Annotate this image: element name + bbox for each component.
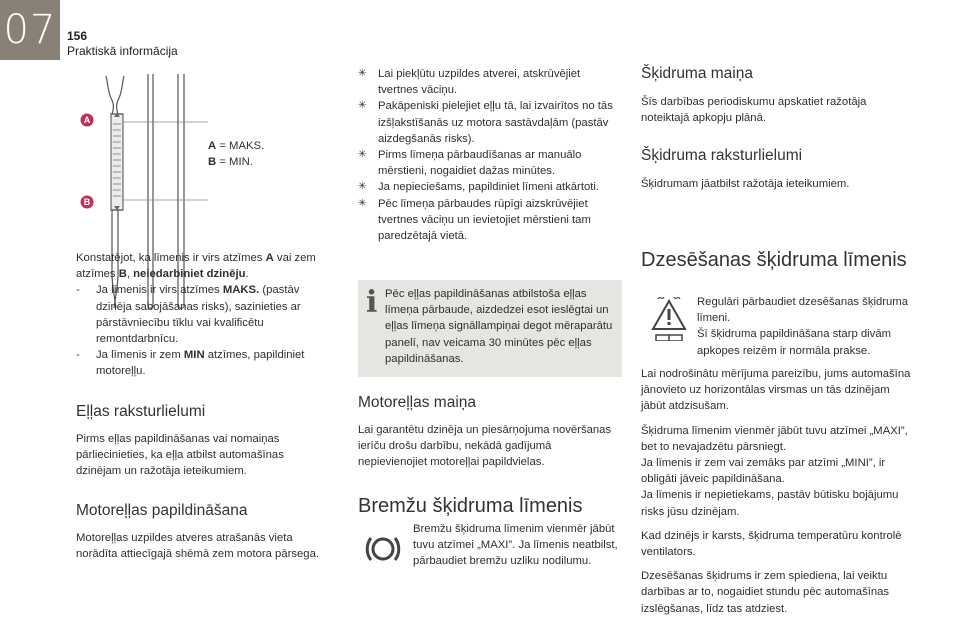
list-item: - Ja līmenis ir zem MIN atzīmes, papildiniet motoreļļu.	[76, 349, 305, 378]
fluid-specs-text: Šķidrumam jāatbilst ražotāja ieteikumiem.	[641, 178, 850, 191]
info-icon: i	[366, 285, 378, 320]
manual-warning-icon	[648, 295, 690, 341]
marker-a-label: A	[83, 115, 91, 125]
arrow-icon: ✳	[358, 100, 367, 112]
arrow-icon: ✳	[358, 68, 367, 79]
chapter-badge: 07	[0, 0, 60, 60]
middle-bullets	[358, 66, 622, 244]
coolant-p4: Dzesēšanas šķidrums ir zem spiediena, lai veiktu darbības ar to, nogaidiet stundu pēc automašīnas izslēgšanas, līdz tas atdziest.	[641, 570, 890, 615]
heading-brake-fluid: Bremžu šķidruma līmenis	[358, 494, 583, 517]
list-item: ✳ Lai piekļūtu uzpildes atverei, atskrūvējiet tvertnes vāciņu.	[358, 68, 581, 97]
legend-a-text: = MAKS.	[216, 140, 265, 152]
coolant-p3: Kad dzinējs ir karsts, šķidruma temperatūru kontrolē ventilators.	[641, 529, 902, 559]
right-column-top	[641, 64, 911, 273]
arrow-icon: ✳	[358, 149, 367, 161]
heading-oil-topup: Motoreļļas papildināšana	[76, 502, 248, 520]
oil-specs-text: Pirms eļļas papildināšanas vai nomaiņas pārliecinieties, ka eļļa atbilst automašīnas dzinējam un ražotāja ieteikumiem.	[76, 432, 284, 478]
heading-coolant: Dzesēšanas šķidruma līmenis	[641, 248, 907, 271]
coolant-p2a: Šķidruma līmenim vienmēr jābūt tuvu atzīmei „MAXI”, bet to nevajadzētu pārsniegt.	[641, 424, 908, 453]
coolant-p2c: Ja līmenis ir nepietiekams, pastāv būtisku bojājumu risks jūsu dzinējam.	[641, 489, 899, 518]
heading-oil-specs: Eļļas raksturlielumi	[76, 402, 206, 420]
section-title: Praktiskā informācija	[67, 44, 178, 58]
list-item: ✳ Pēc līmeņa pārbaudes rūpīgi aizskrūvējiet tvertnes vāciņu un ievietojiet mērstieni tam paredzētajā vietā.	[358, 197, 591, 243]
info-text: Pēc eļļas papildināšanas atbilstoša eļļas līmeņa pārbaude, aizdedzei esot ieslēgtai un eļļas līmeņa signāllampiņai degot mēraparātu panelī, nav veicama 30 minūtes pēc eļļas papildināšanas.	[385, 288, 613, 365]
coolant-p2b: Ja līmenis ir zem vai zemāks par atzīmi „MINI”, ir obligāti jāveic papildināšana.	[641, 457, 886, 486]
right-column-bottom	[641, 366, 911, 617]
list-item: - Ja līmenis ir virs atzīmes MAKS. (pastāv dzinēja sabojāšanas risks), sazinieties ar pārstāvniecību tīklu vai kvalificētu remontdarbnīcu.	[76, 284, 301, 346]
coolant-warning-text: Regulāri pārbaudiet dzesēšanas šķidruma līmeni. Šī šķidruma papildināšana starp divām apkopes reizēm ir normāla prakse.	[697, 296, 908, 357]
level-legend	[208, 138, 264, 170]
page-number: 156	[67, 29, 88, 43]
legend-b-key: B	[208, 156, 217, 169]
list-item: ✳ Ja nepieciešams, papildiniet līmeni atkārtoti.	[358, 179, 622, 195]
intro-paragraph: Konstatējot, ka līmenis ir virs atzīmes A vai zem atzīmes B, neiedarbiniet dzinēju.	[76, 252, 316, 281]
brake-text: Bremžu šķidruma līmenim vienmēr jābūt tuvu atzīmei „MAXI”. Ja līmenis neatbilst, pārbaudiet bremžu uzliku nodilumu.	[413, 523, 618, 568]
list-item: ✳ Pakāpeniski pielejiet eļļu tā, lai izvairītos no tās izšļakstīšanās uz motora sastāvdaļām (pastāv aizdegšanās risks).	[358, 100, 613, 145]
legend-b-text: = MIN.	[216, 156, 253, 169]
heading-fluid-change: Šķidruma maiņa	[641, 65, 753, 82]
heading-fluid-specs: Šķidruma raksturlielumi	[641, 147, 803, 165]
middle-lower	[358, 393, 622, 519]
arrow-icon: ✳	[358, 181, 367, 193]
fluid-change-text: Šīs darbības periodiskumu apskatiet ražotāja noteiktajā apkopju plānā.	[641, 96, 867, 125]
heading-oil-change: Motoreļļas maiņa	[358, 394, 477, 411]
legend-a-key: A	[208, 140, 217, 152]
oil-topup-text: Motoreļļas uzpildes atveres atrašanās vieta norādīta attiecīgajā shēmā zem motora pārsega.	[76, 532, 320, 561]
list-item: ✳ Pirms līmeņa pārbaudīšanas ar manuālo mērstieni, nogaidiet dažas minūtes.	[358, 149, 582, 178]
arrow-icon: ✳	[358, 197, 367, 209]
info-note	[358, 280, 622, 377]
left-column	[76, 250, 330, 563]
marker-b-label: B	[83, 197, 91, 207]
coolant-p1: Lai nodrošinātu mērījuma pareizību, jums automašīna jānovieto uz horizontālas virsmas un tās dzinējam jābūt atdzisušam.	[641, 368, 911, 413]
brake-warning-icon	[364, 533, 402, 565]
oil-change-text: Lai garantētu dzinēja un piesārņojuma novēršanas ierīču drošu darbību, nekādā gadījumā nepievienojiet motoreļļai papildvielas.	[358, 424, 612, 469]
